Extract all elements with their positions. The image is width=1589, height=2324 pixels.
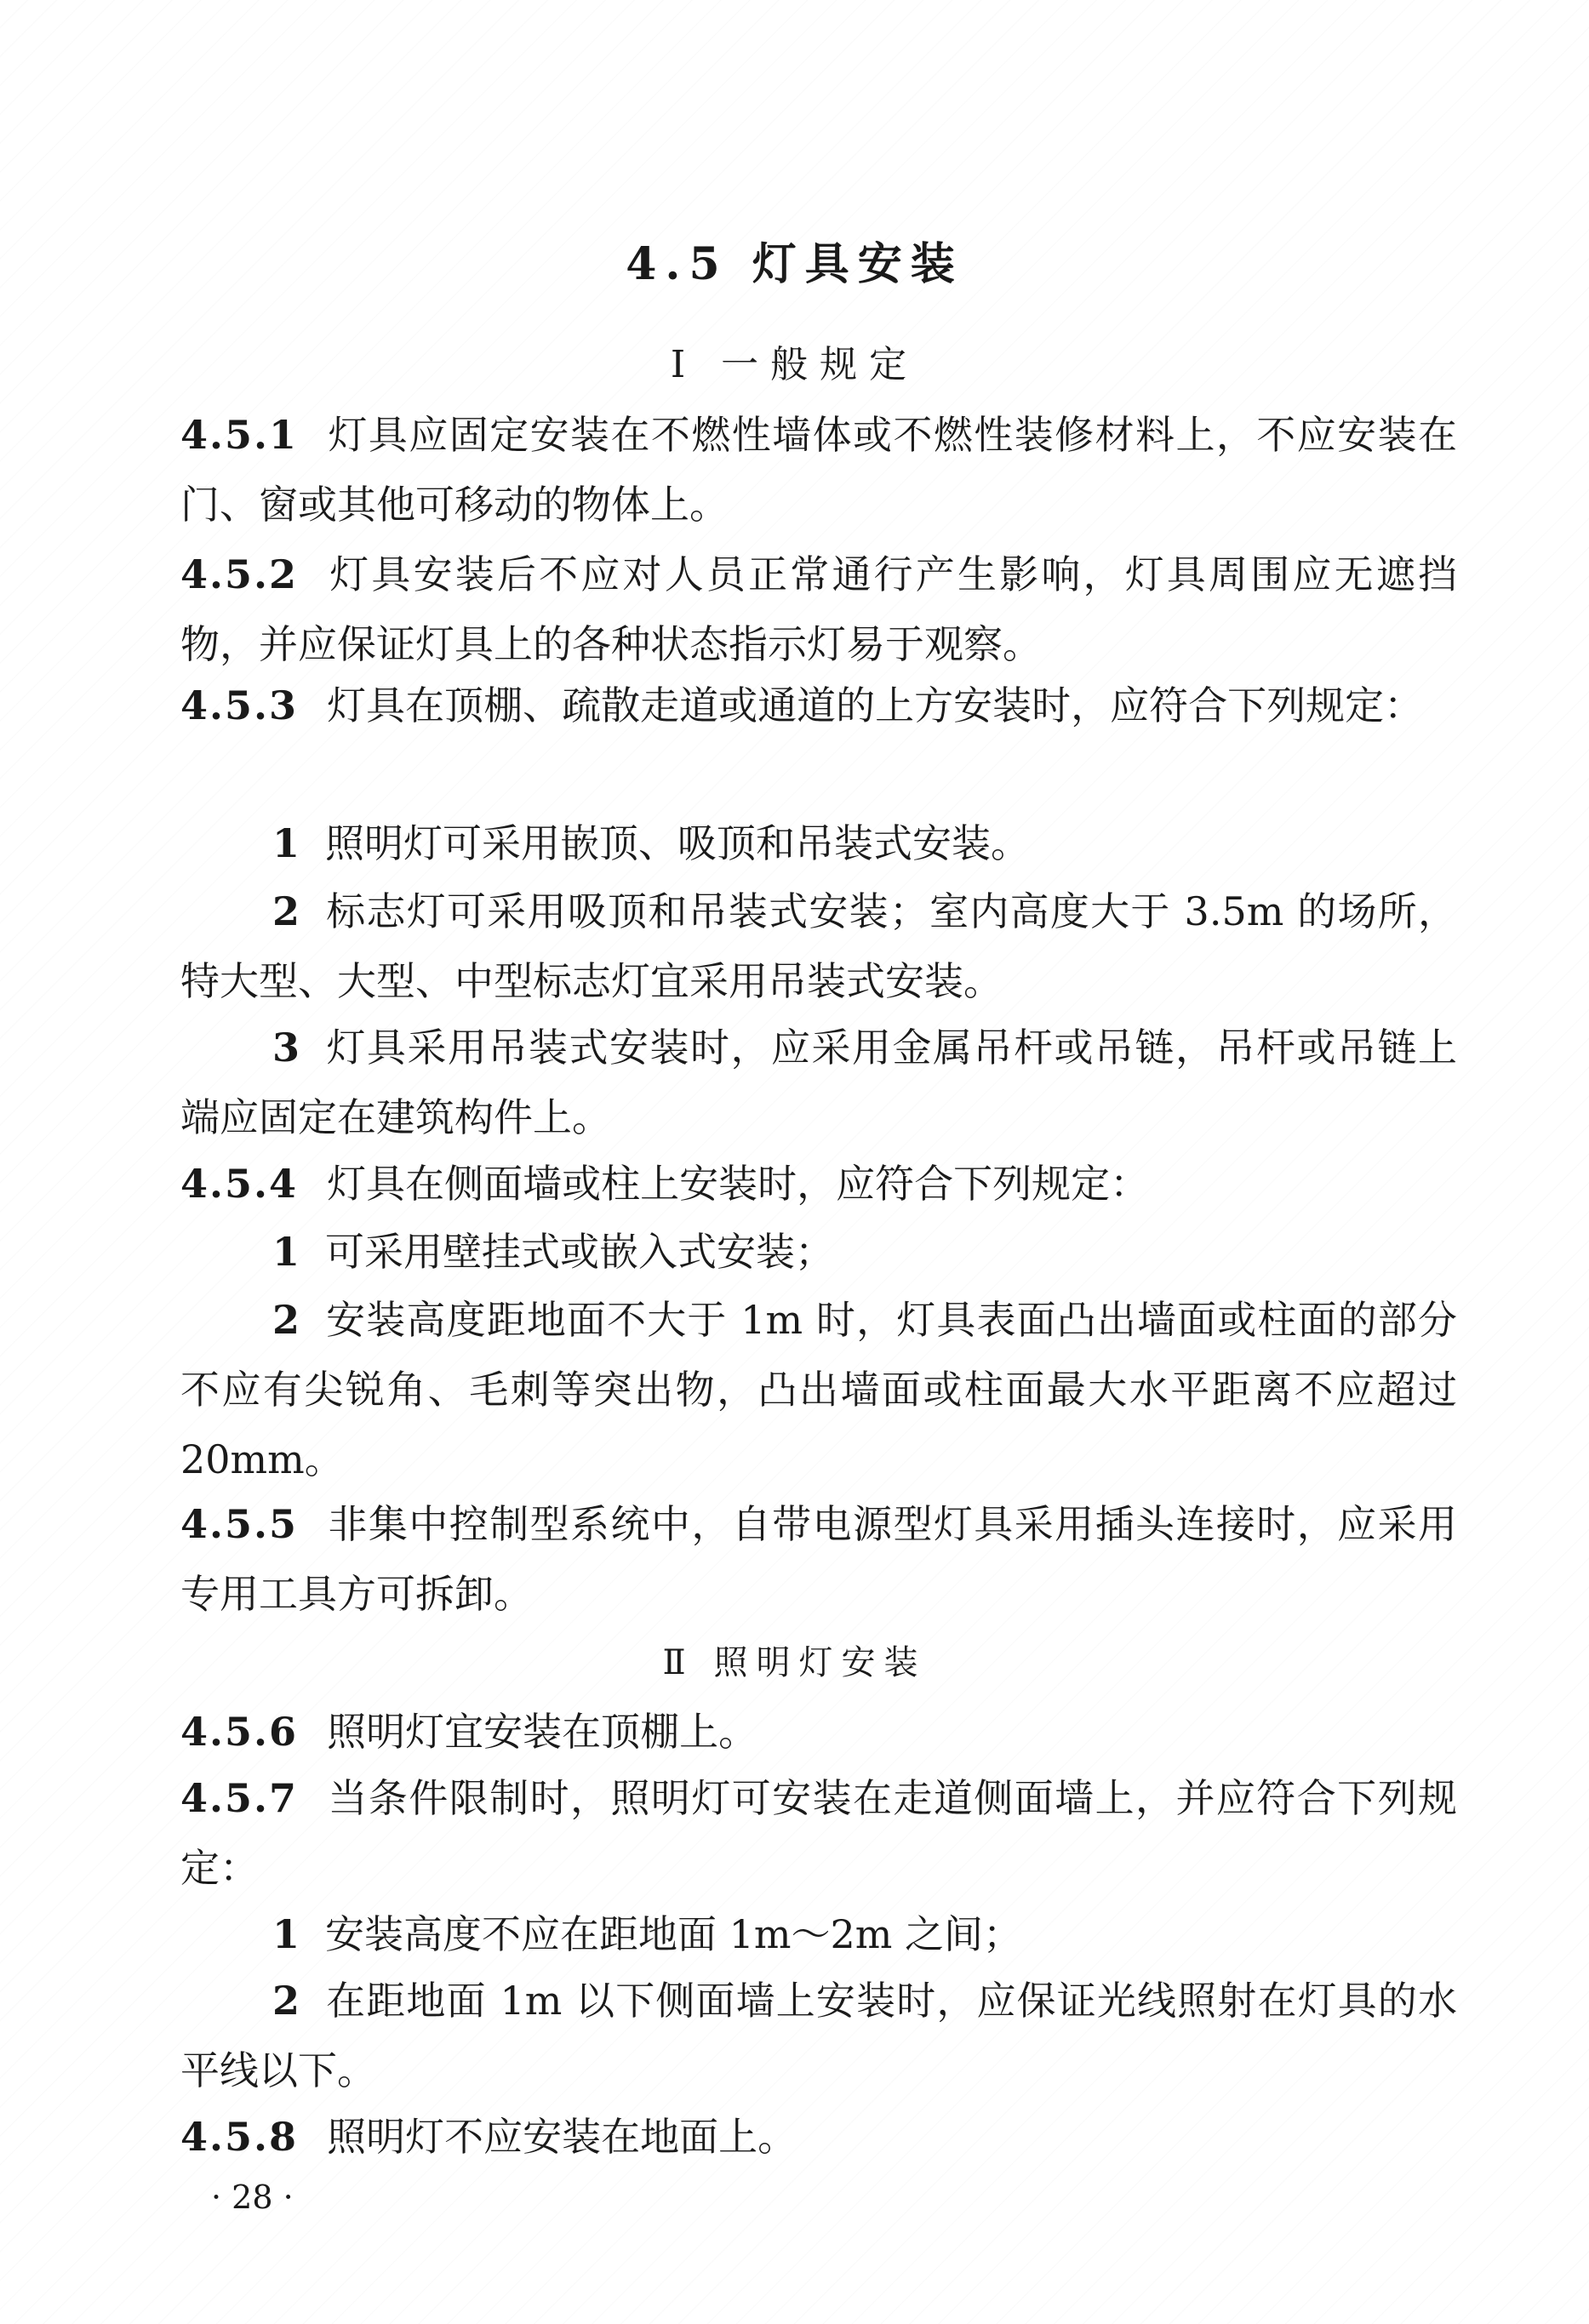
item-number: 2 [272, 1978, 300, 2024]
clause-number: 4.5.7 [180, 1775, 299, 1821]
item-number: 1 [272, 820, 300, 866]
clause-4-5-4-item-2 [180, 1285, 1457, 1494]
item-number: 3 [272, 1025, 300, 1071]
clause-4-5-4 [180, 1149, 1457, 1219]
clause-text: 灯具应固定安装在不燃性墙体或不燃性装修材料上，不应安装在门、窗或其他可移动的物体上。 [180, 412, 1457, 528]
clause-4-5-7 [180, 1763, 1457, 1903]
clause-number: 4.5.2 [180, 551, 299, 597]
clause-4-5-3-item-2 [180, 876, 1457, 1016]
subsection-general-heading: Ⅰ 一般规定 [670, 343, 919, 386]
clause-4-5-3 [180, 671, 1457, 740]
clause-4-5-5 [180, 1489, 1457, 1629]
item-text: 可采用壁挂式或嵌入式安装； [325, 1229, 835, 1275]
item-text: 标志灯可采用吸顶和吊装式安装；室内高度大于 3.5m 的场所，特大型、大型、中型标志灯宜采用吊装式安装。 [180, 888, 1457, 1004]
clause-number: 4.5.8 [180, 2114, 299, 2160]
item-number: 2 [272, 1297, 300, 1343]
clause-4-5-1 [180, 400, 1457, 540]
clause-4-5-2 [180, 540, 1457, 679]
clause-number: 4.5.6 [180, 1709, 299, 1755]
clause-text: 非集中控制型系统中，自带电源型灯具采用插头连接时，应采用专用工具方可拆卸。 [180, 1501, 1457, 1617]
clause-text: 灯具安装后不应对人员正常通行产生影响，灯具周围应无遮挡物，并应保证灯具上的各种状态指示灯易于观察。 [180, 551, 1457, 667]
clause-text: 照明灯不应安装在地面上。 [327, 2114, 797, 2160]
section-title: 4.5 灯具安装 [626, 238, 963, 290]
item-number: 1 [272, 1911, 300, 1957]
clause-text: 当条件限制时，照明灯可安装在走道侧面墙上，并应符合下列规定： [180, 1775, 1457, 1891]
clause-text: 照明灯宜安装在顶棚上。 [327, 1709, 758, 1755]
clause-4-5-3-item-3 [180, 1013, 1457, 1152]
clause-4-5-4-item-1 [180, 1217, 1457, 1287]
item-text: 在距地面 1m 以下侧面墙上安装时，应保证光线照射在灯具的水平线以下。 [180, 1978, 1457, 2093]
clause-text: 灯具在顶棚、疏散走道或通道的上方安装时，应符合下列规定： [327, 682, 1424, 728]
clause-4-5-8 [180, 2102, 1457, 2172]
clause-4-5-7-item-1 [180, 1899, 1457, 1969]
clause-text: 灯具在侧面墙或柱上安装时，应符合下列规定： [327, 1161, 1150, 1207]
clause-number: 4.5.1 [180, 412, 299, 458]
item-number: 1 [272, 1229, 300, 1275]
item-text: 安装高度不应在距地面 1m～2m 之间； [325, 1911, 1023, 1957]
clause-number: 4.5.5 [180, 1501, 299, 1547]
subsection-lighting-heading: Ⅱ 照明灯安装 [662, 1643, 927, 1682]
item-text: 安装高度距地面不大于 1m 时，灯具表面凸出墙面或柱面的部分不应有尖锐角、毛刺等突出物，凸出墙面或柱面最大水平距离不应超过 20mm。 [180, 1297, 1457, 1482]
item-number: 2 [272, 888, 300, 934]
clause-4-5-3-item-1 [180, 808, 1457, 878]
page-number: · 28 · [211, 2178, 294, 2216]
clause-number: 4.5.3 [180, 682, 299, 728]
clause-number: 4.5.4 [180, 1161, 299, 1207]
item-text: 灯具采用吊装式安装时，应采用金属吊杆或吊链，吊杆或吊链上端应固定在建筑构件上。 [180, 1025, 1457, 1140]
clause-4-5-6 [180, 1697, 1457, 1767]
item-text: 照明灯可采用嵌顶、吸顶和吊装式安装。 [325, 820, 1031, 866]
clause-4-5-7-item-2 [180, 1966, 1457, 2105]
